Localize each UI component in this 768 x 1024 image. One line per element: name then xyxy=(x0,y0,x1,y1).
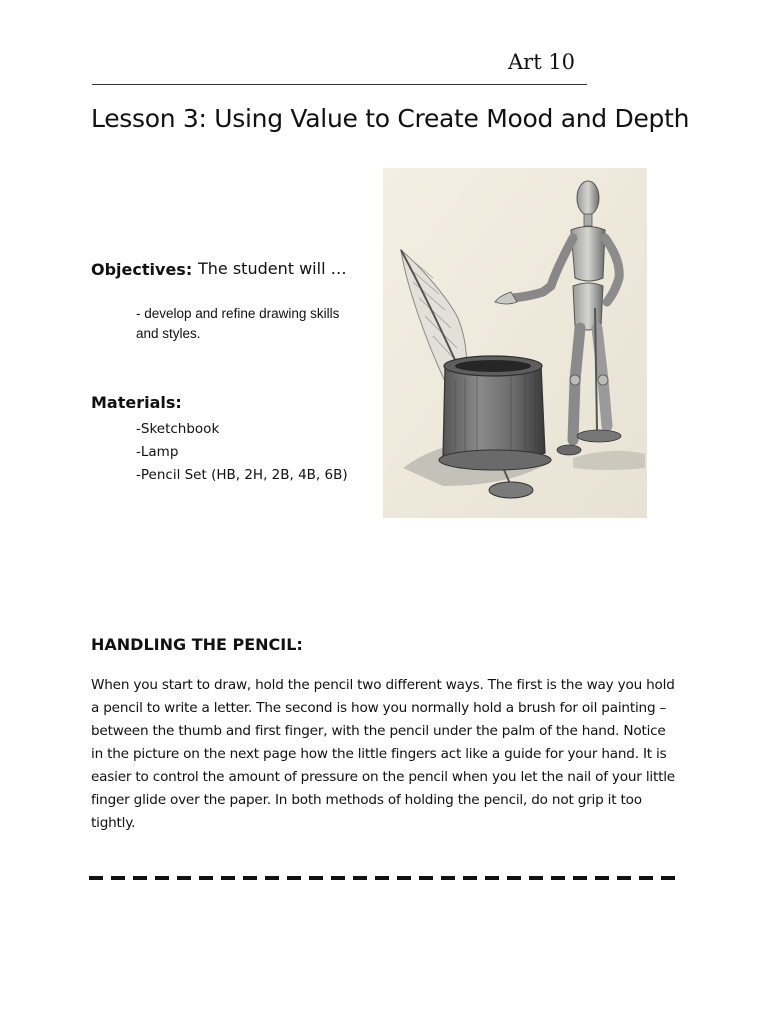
mannequin-knee xyxy=(598,375,608,385)
course-label: Art 10 xyxy=(508,50,576,74)
pen-stand-base xyxy=(489,482,533,498)
material-item: -Lamp xyxy=(136,444,179,460)
ink-pot-opening xyxy=(455,360,531,372)
material-item: -Pencil Set (HB, 2H, 2B, 4B, 6B) xyxy=(136,467,348,483)
mannequin-stand-base xyxy=(577,430,621,442)
mannequin-knee xyxy=(570,375,580,385)
section-heading: HANDLING THE PENCIL: xyxy=(91,635,303,654)
objectives-intro: The student will … xyxy=(198,259,347,278)
mannequin-foot xyxy=(557,445,581,455)
objective-item: - develop and refine drawing skills and styles. xyxy=(136,306,340,341)
objectives-label: Objectives: xyxy=(91,260,193,279)
material-item: -Sketchbook xyxy=(136,421,220,437)
dashed-divider xyxy=(89,876,681,880)
ink-pot-base xyxy=(439,450,551,470)
header-rule xyxy=(92,84,587,85)
mannequin-head xyxy=(577,181,599,215)
ink-pot-body xyxy=(443,364,545,461)
mannequin-torso xyxy=(571,227,605,282)
materials-label: Materials: xyxy=(91,393,182,412)
page-title: Lesson 3: Using Value to Create Mood and Depth xyxy=(91,104,690,133)
materials-list xyxy=(136,418,348,487)
section-paragraph: When you start to draw, hold the pencil two different ways. The first is the way you hold a pencil to write a letter. The second is how you normally hold a brush for oil painting – between the thumb and first finger, with the pencil under the palm of the hand. Notice in the picture on the next page how the little fingers act like a guide for your hand. It is easier to control the amount of pressure on the pencil when you let the nail of your little finger glide over the paper. In both methods of holding the pencil, do not grip it too tightly. xyxy=(91,677,675,831)
pencil-drawing-illustration xyxy=(383,168,647,518)
mannequin-neck xyxy=(584,214,592,226)
